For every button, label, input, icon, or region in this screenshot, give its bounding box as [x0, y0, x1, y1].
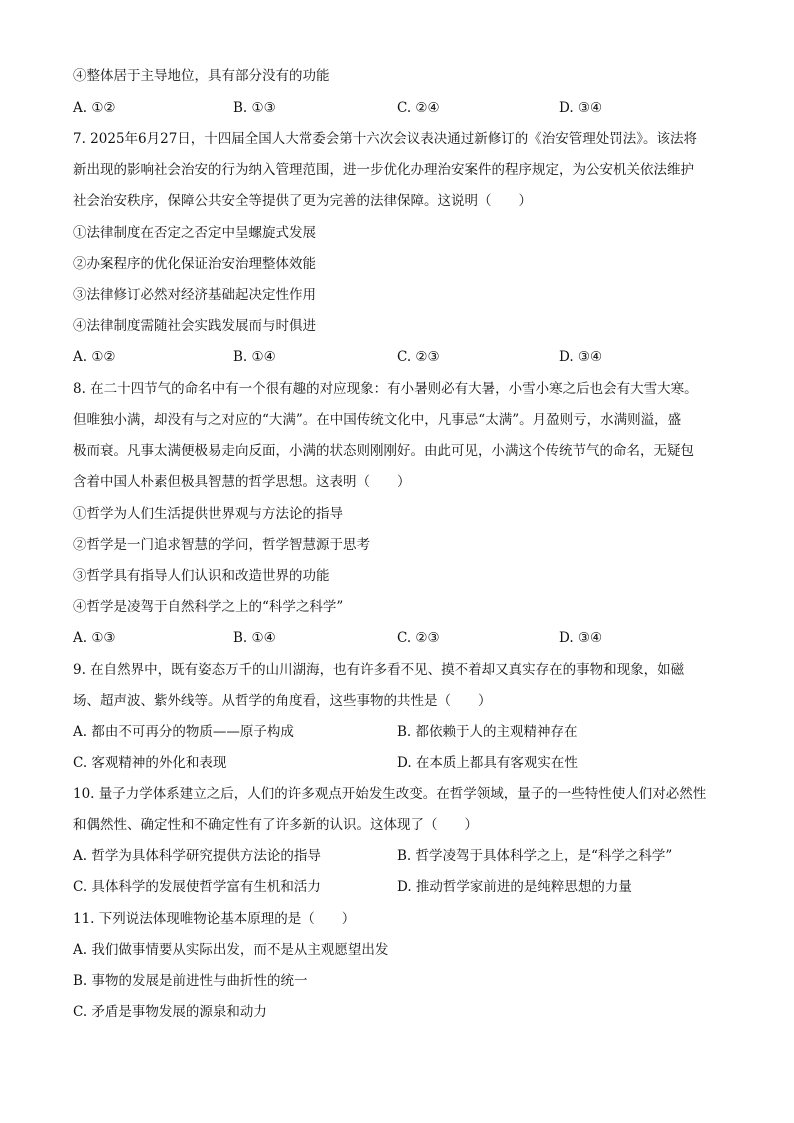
q8-options [73, 628, 733, 648]
q8-option-d[interactable]: D. ③④ [559, 630, 603, 646]
q8-stem-line-2: 但唯独小满，却没有与之对应的“大满”。在中国传统文化中，凡事忌“太满”。月盈则亏，水满则溢，盛 [73, 412, 682, 428]
q7-item-1: ①法律制度在否定之否定中呈螺旋式发展 [73, 225, 316, 241]
q10-option-b[interactable]: B. 哲学凌驾于具体科学之上，是“科学之科学” [397, 848, 673, 864]
q10-options-row-1 [73, 846, 733, 866]
q6-option-b[interactable]: B. ①③ [233, 100, 276, 116]
q9-option-d[interactable]: D. 在本质上都具有客观实在性 [397, 755, 578, 771]
q10-options-row-2 [73, 877, 733, 897]
q6-option-a[interactable]: A. ①② [73, 100, 116, 116]
q9-stem-line-2: 场、超声波、紫外线等。从哲学的角度看，这些事物的共性是（ ） [73, 693, 492, 709]
q7-option-a[interactable]: A. ①② [73, 349, 116, 365]
q7-item-2: ②办案程序的优化保证治安治理整体效能 [73, 256, 316, 272]
q10-stem-line-1: 10. 量子力学体系建立之后，人们的许多观点开始发生改变。在哲学领域，量子的一些特性使人们对必然性 [73, 786, 707, 802]
q6-options [73, 98, 733, 118]
q10-option-a[interactable]: A. 哲学为具体科学研究提供方法论的指导 [73, 848, 321, 864]
q11-option-b[interactable]: B. 事物的发展是前进性与曲折性的统一 [73, 973, 308, 989]
q7-option-b[interactable]: B. ①④ [233, 349, 276, 365]
q7-stem-line-3: 社会治安秩序，保障公共安全等提供了更为完善的法律保障。这说明（ ） [73, 193, 532, 209]
q7-stem-line-1: 7. 2025年6月27日，十四届全国人大常委会第十六次会议表决通过新修订的《治安管理处罚法》。该法将 [73, 131, 698, 147]
q7-item-4: ④法律制度需随社会实践发展而与时俱进 [73, 318, 316, 334]
q9-option-a[interactable]: A. 都由不可再分的物质——原子构成 [73, 724, 294, 740]
q8-item-1: ①哲学为人们生活提供世界观与方法论的指导 [73, 506, 343, 522]
q8-item-4: ④哲学是凌驾于自然科学之上的“科学之科学” [73, 599, 344, 615]
q11-option-c[interactable]: C. 矛盾是事物发展的源泉和动力 [73, 1004, 267, 1020]
q8-option-a[interactable]: A. ①③ [73, 630, 116, 646]
q9-option-c[interactable]: C. 客观精神的外化和表现 [73, 755, 227, 771]
q7-option-c[interactable]: C. ②③ [397, 349, 440, 365]
q8-option-c[interactable]: C. ②③ [397, 630, 440, 646]
q7-stem-line-2: 新出现的影响社会治安的行为纳入管理范围，进一步优化办理治安案件的程序规定，为公安机关依法维护 [73, 162, 694, 178]
q8-stem-line-1: 8. 在二十四节气的命名中有一个很有趣的对应现象：有小暑则必有大暑，小雪小寒之后也会有大雪大寒。 [73, 381, 698, 397]
q7-item-3: ③法律修订必然对经济基础起决定性作用 [73, 287, 316, 303]
q8-stem-line-3: 极而衰。凡事太满便极易走向反面，小满的状态则刚刚好。由此可见，小满这个传统节气的命名，无疑包 [73, 443, 694, 459]
q11-stem: 11. 下列说法体现唯物论基本原理的是（ ） [73, 911, 356, 927]
q8-option-b[interactable]: B. ①④ [233, 630, 276, 646]
q11-option-a[interactable]: A. 我们做事情要从实际出发，而不是从主观愿望出发 [73, 942, 389, 958]
q6-item-4: ④整体居于主导地位，具有部分没有的功能 [73, 68, 330, 84]
q9-option-b[interactable]: B. 都依赖于人的主观精神存在 [397, 724, 578, 740]
q8-stem-line-4: 含着中国人朴素但极具智慧的哲学思想。这表明（ ） [73, 474, 411, 490]
q6-option-c[interactable]: C. ②④ [397, 100, 440, 116]
q7-option-d[interactable]: D. ③④ [559, 349, 603, 365]
q6-option-d[interactable]: D. ③④ [559, 100, 603, 116]
q10-option-d[interactable]: D. 推动哲学家前进的是纯粹思想的力量 [397, 879, 632, 895]
q10-stem-line-2: 和偶然性、确定性和不确定性有了许多新的认识。这体现了（ ） [73, 817, 478, 833]
q8-item-3: ③哲学具有指导人们认识和改造世界的功能 [73, 568, 330, 584]
q9-stem-line-1: 9. 在自然界中，既有姿态万千的山川湖海，也有许多看不见、摸不着却又真实存在的事物和现象，如磁 [73, 662, 685, 678]
q9-options-row-1 [73, 722, 733, 742]
q8-item-2: ②哲学是一门追求智慧的学问，哲学智慧源于思考 [73, 537, 370, 553]
q9-options-row-2 [73, 753, 733, 773]
q10-option-c[interactable]: C. 具体科学的发展使哲学富有生机和活力 [73, 879, 321, 895]
q7-options [73, 347, 733, 367]
